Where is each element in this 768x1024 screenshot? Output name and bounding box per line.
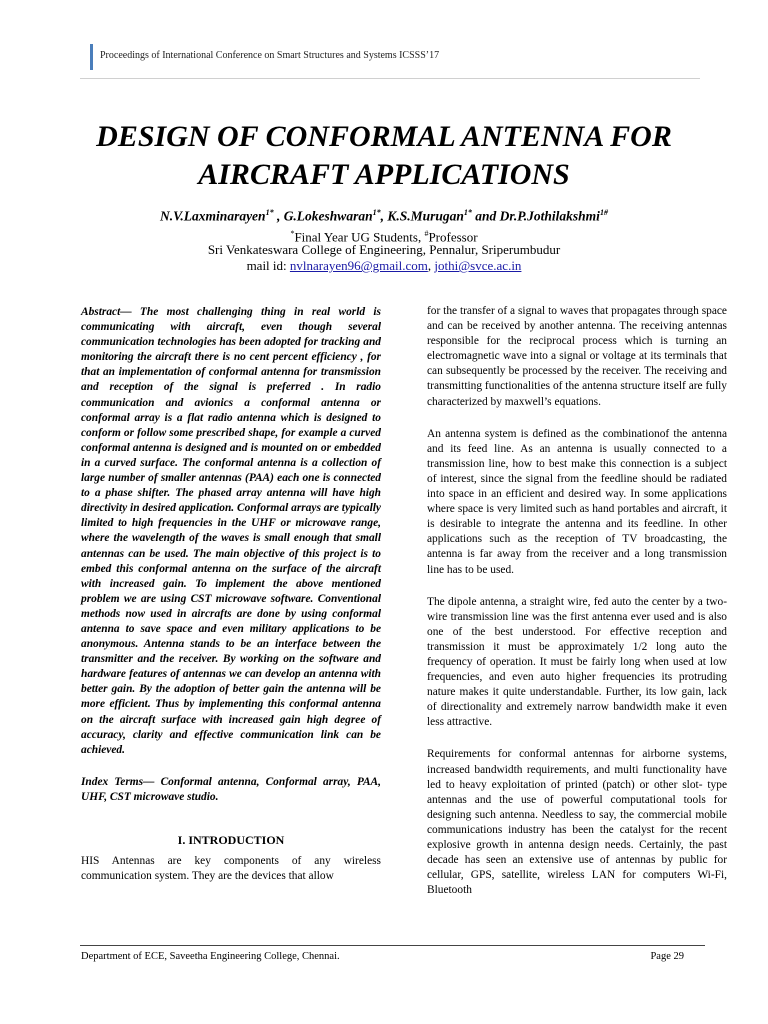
- author-4: Dr.P.Jothilakshmi: [499, 208, 600, 224]
- left-column: [81, 305, 381, 884]
- footer-page-number: Page 29: [650, 951, 684, 962]
- footer-divider: [80, 945, 705, 946]
- author-1-mark: 1*: [265, 208, 274, 217]
- email-link-1[interactable]: nvlnarayen96@gmail.com: [289, 258, 428, 273]
- affiliation-mail: [60, 258, 708, 274]
- author-1: N.V.Laxminarayen: [160, 208, 266, 224]
- body-paragraph-1: for the transfer of a signal to waves that propagates through space and can be received by another antenna. The receiving antennas responsible for the reciprocal process which is turning an electromagnetic wave into a signal or voltage at its terminals that can subsequently be processed by the receiver. The receiving and transmitting functionalities of the antenna structure itself are fully characterized by maxwell’s equations.: [427, 305, 727, 408]
- running-header: Proceedings of International Conference on Smart Structures and Systems ICSSS’17: [100, 50, 440, 61]
- author-separator: and: [471, 208, 500, 224]
- mail-separator: ,: [427, 258, 435, 273]
- index-terms: Index Terms— Conformal antenna, Conformal array, PAA, UHF, CST microwave studio.: [81, 775, 381, 803]
- footer-department: Department of ECE, Saveetha Engineering College, Chennai.: [81, 951, 340, 962]
- author-list: [60, 208, 708, 225]
- affiliation-college: Sri Venkateswara College of Engineering, Pennalur, Sriperumbudur: [207, 242, 561, 257]
- title-line-1: DESIGN OF CONFORMAL ANTENNA FOR: [96, 120, 672, 153]
- role-mark-hash: #: [424, 229, 429, 238]
- header-divider: [80, 78, 700, 79]
- author-2: G.Lokeshwaran: [283, 208, 373, 224]
- author-separator: ,: [380, 208, 388, 224]
- body-paragraph-2: An antenna system is defined as the combinationof the antenna and its feed line. As an antenna is usually connected to a transmission line, how to best make this connection is a subject of interest, since the signal from the feedline should be radiated into space in an efficient and desired way. In some applications where space is very limited such as hand portables and aircraft, it is desirable to integrate the antenna and its feedline. In other applications such as the reception of TV broadcasting, the antenna is far away from the receiver and a long transmission line has to be used.: [427, 427, 727, 576]
- header-accent-bar: [90, 44, 93, 70]
- role-mark-star: *: [290, 229, 295, 238]
- author-2-mark: 1*: [372, 208, 381, 217]
- author-separator: ,: [273, 208, 284, 224]
- email-link-2[interactable]: jothi@svce.ac.in: [434, 258, 522, 273]
- author-3-mark: 1*: [463, 208, 472, 217]
- author-4-mark: 1#: [599, 208, 608, 217]
- body-paragraph-4: Requirements for conformal antennas for airborne systems, increased bandwidth requirements, and multi functionality have led to heavy exploitation of printed (patch) or other slot- type antennas and the use of powerful computational tools for designing such antenna. Needless to say, the commercial mobile communications industry has been the catalyst for the recent explosive growth in antenna design needs. Certainly, the past decade has seen an extensive use of antennas by public for cellular, GPS, satellite, wireless LAN for computers Wi-Fi, Bluetooth: [427, 748, 727, 897]
- paper-title: [60, 118, 708, 194]
- role-students: Final Year UG Students,: [294, 229, 425, 245]
- title-line-2: AIRCRAFT APPLICATIONS: [198, 158, 570, 191]
- author-3: K.S.Murugan: [387, 208, 464, 224]
- section-heading-introduction: I. INTRODUCTION: [177, 833, 285, 847]
- intro-paragraph: HIS Antennas are key components of any wireless communication system. They are the devices that allow: [81, 855, 381, 883]
- abstract: Abstract— The most challenging thing in real world is communicating with aircraft, even though several communication technologies has been adopted for tracking and monitoring the aircraft there is no cent percent efficiency , for that an implementation of conformal antenna for transmission and reception of the signal is preferred . In radio communication and avionics a conformal antenna or conformal array is a flat radio antenna which is designed to conform or follow some prescribed shape, for example a curved conformal antenna is designed and is mounted on or embedded in a curved surface. The conformal antenna is a collection of large number of smaller antennas (PAA) each one is connected to a phase shifter. The phased array antenna will have high directivity in desired application. Conformal arrays are typically limited to high frequencies in the UHF or microwave range, where the wavelength of the waves is small enough that small antennas can be used. The main objective of this project is to embed this conformal antenna on the surface of the aircraft with increased gain. To implement the above mentioned problem we are using CST microwave software. Conventional methods now used in aircrafts are done by using conformal antenna to save space and even military applications to be anonymous. Antenna stands to be an interface between the transmitter and the receiver. By working on the software and hardware features of antennas we can develop an antenna with better gain. By the adoption of better gain the antenna will be more efficient. Thus by implementing this conformal antenna on the aircraft surface with increased gain high degree of accuracy, clarity and effective communication link can be achieved.: [81, 306, 381, 756]
- role-professor: Professor: [428, 229, 478, 245]
- body-paragraph-3: The dipole antenna, a straight wire, fed auto the center by a two-wire transmission line was the first antenna ever used and is also one of the best understood. For effective reception and transmission it must be approximately 1/2 long auto the frequency of operation. It must be fairly long when used at low frequencies, and even auto higher frequencies its protruding nature makes it quite understandable. Further, its low gain, lack of directionality and extremely narrow bandwidth make it even less attractive.: [427, 595, 727, 729]
- mail-label: mail id:: [246, 258, 290, 273]
- right-column: [427, 304, 727, 915]
